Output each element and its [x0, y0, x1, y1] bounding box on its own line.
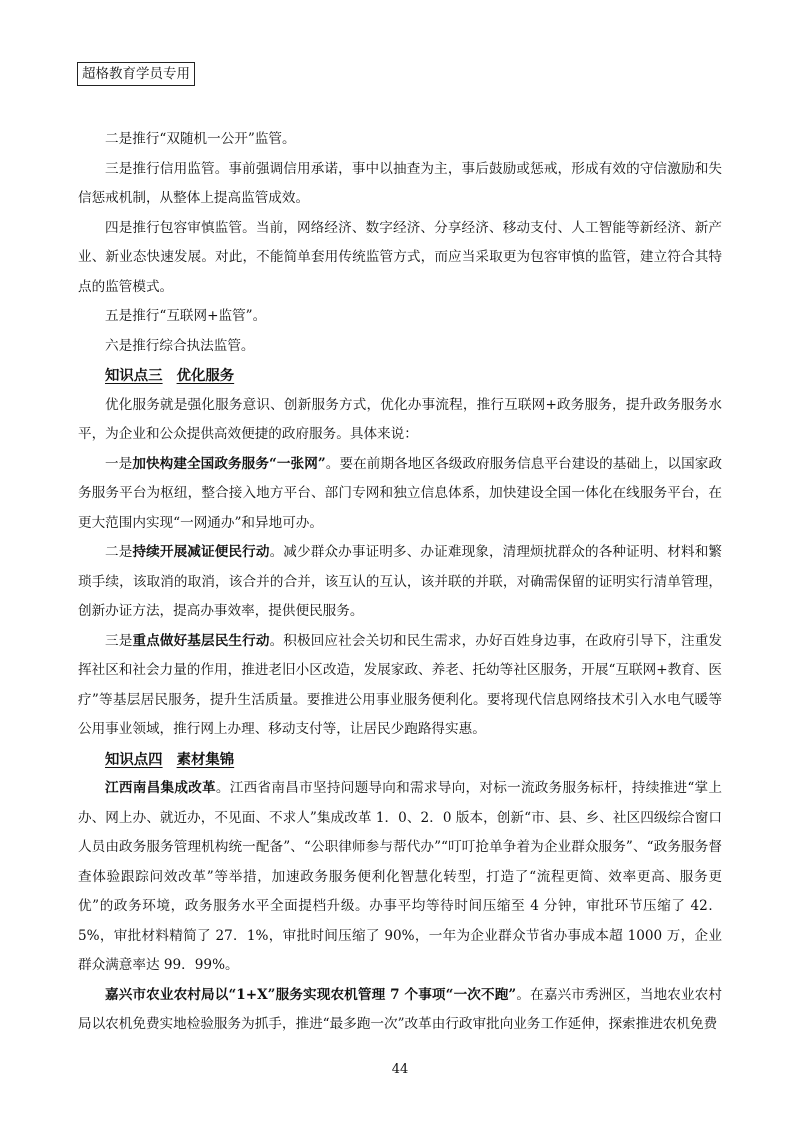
paragraph: 三是推行信用监管。事前强调信用承诺，事中以抽查为主，事后鼓励或惩戒，形成有效的守信激励和失信惩戒机制，从整体上提高监管成效。	[78, 160, 722, 206]
bold-phrase: 持续开展减证便民行动	[132, 544, 270, 560]
paragraph-text: 。要在前期各地区各级政府服务信息平台建设的基础上，以国家政务服务平台为枢纽，整合接入地方平台、部门专网和独立信息体系，加快建设全国一体化在线服务平台，在更大范围内实现“一网通办”和异地可办。	[78, 455, 723, 531]
section-heading	[78, 361, 722, 391]
section-heading	[78, 745, 722, 775]
paragraph-text: 。江西省南昌市坚持问题导向和需求导向，对标一流政务服务标杆，持续推进“掌上办、网上办、就近办，不见面、不求人”集成改革 1．0、2．0 版本，创新“市、县、乡、社区四级综合窗口人员由政务服务管理机构统一配备”、“公职律师参与帮代办”“叮叮抢单争着为企业群众服务”、“政务服务督查体验跟踪问效改革”等举措，加速政务服务便利化智慧化转型，打造了“流程更简、效率更高、服务更优”的政务环境，政务服务水平全面提档升级。办事平均等待时间压缩至 4 分钟，审批环节压缩了 42．5%，审批材料精简了 27．1%，审批时间压缩了 90%，一年为企业群众节省办事成本超 1000 万，企业群众满意率达 99．99%。	[78, 780, 722, 973]
bold-phrase: 嘉兴市农业农村局以“1+X”服务实现农机管理 7 个事项“一次不跑”	[105, 986, 517, 1003]
paragraph	[78, 981, 722, 1040]
watermark-label: 超格教育学员专用	[77, 62, 195, 86]
section-heading-title: 优化服务	[176, 367, 235, 384]
paragraph: 二是推行“双随机一公开”监管。	[105, 131, 296, 147]
section-heading-title: 素材集锦	[176, 750, 235, 768]
paragraph	[78, 538, 722, 627]
bold-phrase: 江西南昌集成改革	[105, 780, 216, 796]
paragraph: 优化服务就是强化服务意识、创新服务方式，优化办事流程，推行互联网+政务服务，提升政务服务水平，为企业和公众提供高效便捷的政府服务。具体来说：	[78, 396, 722, 442]
paragraph	[78, 627, 722, 745]
paragraph: 五是推行“互联网+监管”。	[105, 308, 267, 324]
paragraph	[78, 450, 722, 539]
paragraph-prefix: 一是	[105, 455, 133, 472]
section-heading-label: 知识点四	[105, 750, 163, 768]
document-body	[78, 125, 722, 1040]
section-heading-label: 知识点三	[105, 367, 163, 384]
paragraph: 四是推行包容审慎监管。当前，网络经济、数字经济、分享经济、移动支付、人工智能等新经济、新产业、新业态快速发展。对此，不能简单套用传统监管方式，而应当采取更为包容审慎的监管，建立符合其特点的监管模式。	[78, 219, 722, 295]
paragraph	[78, 774, 722, 981]
paragraph-text: 。积极回应社会关切和民生需求，办好百姓身边事，在政府引导下，注重发挥社区和社会力量的作用，推进老旧小区改造，发展家政、养老、托幼等社区服务，开展“互联网+教育、医疗”等基层居民服务，提升生活质量。要推进公用事业服务便利化。要将现代信息网络技术引入水电气暖等公用事业领域，推行网上办理、移动支付等，让居民少跑路得实惠。	[78, 632, 723, 737]
page-number: 44	[391, 1062, 409, 1077]
bold-phrase: 重点做好基层民生行动	[132, 632, 270, 649]
paragraph-text: 。减少群众办事证明多、办证难现象，清理烦扰群众的各种证明、材料和繁琐手续，该取消的取消，该合并的合并，该互认的互认，该并联的并联，对确需保留的证明实行清单管理，创新办证方法，提高办事效率，提供便民服务。	[78, 544, 723, 619]
paragraph-prefix: 三是	[105, 632, 133, 649]
paragraph: 六是推行综合执法监管。	[105, 337, 255, 354]
paragraph-prefix: 二是	[105, 544, 133, 560]
bold-phrase: 加快构建全国政务服务“一张网”	[132, 455, 326, 472]
paragraph-text: 。在嘉兴市秀洲区，当地农业农村局以农机免费实地检验服务为抓手，推进“最多跑一次”改革由行政审批向业务工作延伸，探索推进农机免费	[78, 986, 722, 1032]
